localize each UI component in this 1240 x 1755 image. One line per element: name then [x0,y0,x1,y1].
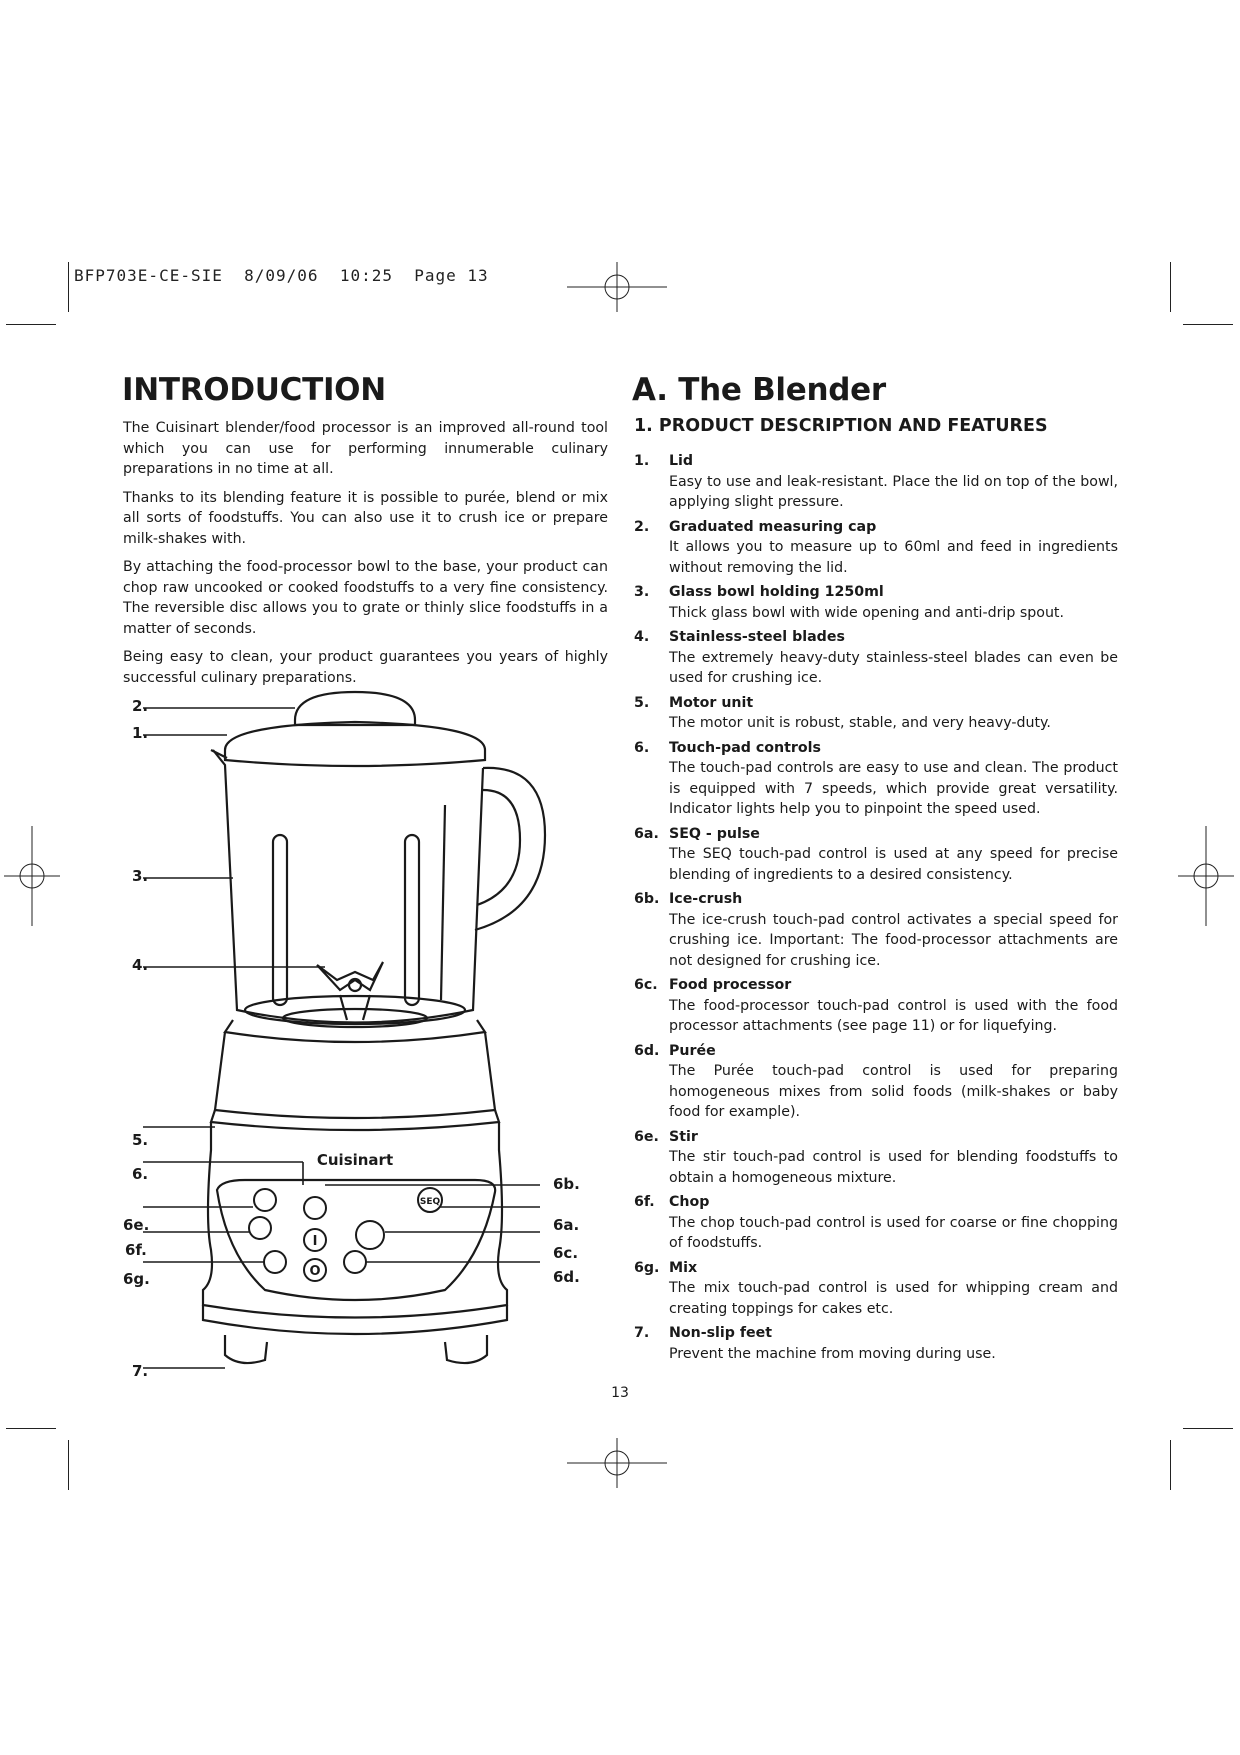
callout-6a: 6a. [553,1216,580,1234]
callout-2: 2. [132,697,149,715]
feature-number: 6d. [634,1042,660,1059]
feature-item [634,1323,1118,1364]
feature-list [634,451,1118,1368]
feature-description: The Purée touch-pad control is used for preparing homogeneous mixes from solid foods (milk-shakes or baby food for example). [669,1063,1118,1120]
callout-6d: 6d. [553,1268,580,1286]
blender-title: A. The Blender [632,372,886,408]
feature-description: The motor unit is robust, stable, and very heavy-duty. [669,715,1051,731]
feature-number: 2. [634,518,650,535]
crop-mark [68,262,69,312]
feature-description: The food-processor touch-pad control is used with the food processor attachments (see page 11) or for liquefying. [669,997,1118,1034]
feature-number: 6c. [634,977,658,993]
crop-mark [1183,1428,1233,1429]
feature-item [634,1041,1118,1123]
registration-mark [567,1438,667,1488]
feature-item [634,824,1118,886]
feature-title: Ice-crush [669,891,743,907]
feature-item [634,1192,1118,1254]
feature-title: Chop [669,1194,710,1210]
crop-mark [1183,324,1233,325]
off-button-label: O [309,1264,321,1279]
feature-title: Motor unit [669,694,754,711]
crop-mark [6,324,56,325]
feature-title: Stir [669,1128,698,1145]
crop-mark [68,1440,69,1490]
feature-number: 5. [634,694,650,711]
intro-paragraph: The Cuisinart blender/food processor is an improved all-round tool which you can use for performing innumerable culinary preparations in no time at all. [123,420,608,477]
feature-title: Glass bowl holding 1250ml [669,584,884,600]
feature-description: The chop touch-pad control is used for coarse or fine chopping of foodstuffs. [669,1214,1118,1251]
feature-title: Food processor [669,977,792,993]
feature-item [634,627,1118,689]
feature-description: The stir touch-pad control is used for blending foodstuffs to obtain a homogeneous mixture. [669,1149,1118,1186]
brand-logo: Cuisinart [316,1151,394,1169]
feature-number: 6e. [634,1128,659,1145]
on-button-label: I [312,1234,318,1249]
crop-mark [6,1428,56,1429]
blender-diagram [115,680,615,1400]
feature-description: Prevent the machine from moving during use. [669,1345,996,1362]
feature-item [634,738,1118,820]
feature-number: 6. [634,739,650,756]
feature-title: Mix [669,1259,698,1276]
feature-number: 6g. [634,1259,660,1276]
feature-number: 6b. [634,891,660,907]
feature-title: Graduated measuring cap [669,518,877,535]
feature-item [634,451,1118,513]
feature-number: 7. [634,1325,650,1341]
intro-paragraph: Being easy to clean, your product guarantees you years of highly successful culinary preparations. [123,649,608,686]
callout-7: 7. [132,1362,149,1380]
page-number: 13 [611,1385,629,1401]
feature-description: The SEQ touch-pad control is used at any speed for precise blending of ingredients to a desired consistency. [669,846,1118,883]
section-heading: 1. PRODUCT DESCRIPTION AND FEATURES [634,416,1048,436]
callout-1: 1. [132,724,149,742]
feature-description: Easy to use and leak-resistant. Place the lid on top of the bowl, applying slight pressure. [669,473,1118,510]
feature-item [634,1258,1118,1320]
feature-item [634,1127,1118,1189]
feature-item [634,582,1118,623]
callout-4: 4. [132,956,149,974]
intro-text [123,418,608,696]
callout-6g: 6g. [123,1270,150,1288]
registration-mark [567,262,667,312]
feature-number: 6f. [634,1194,655,1210]
feature-description: The touch-pad controls are easy to use and clean. The product is equipped with 7 speeds, which provide great versatility. Indicator lights help you to pinpoint the speed used. [669,760,1118,817]
feature-title: Non-slip feet [669,1325,773,1341]
feature-item [634,975,1118,1037]
print-slug: BFP703E-CE-SIE 8/09/06 10:25 Page 13 [74,266,489,285]
intro-paragraph: By attaching the food-processor bowl to the base, your product can chop raw uncooked or cooked foodstuffs to a very fine consistency. The reversible disc allows you to grate or thinly slice foodstuffs in a matter of seconds. [123,559,608,637]
crop-mark [1170,1440,1171,1490]
crop-mark [1170,262,1171,312]
callout-6c: 6c. [553,1244,579,1262]
feature-item [634,693,1118,734]
feature-number: 4. [634,629,650,645]
intro-paragraph: Thanks to its blending feature it is possible to purée, blend or mix all sorts of foodstuffs. You can also use it to crush ice or prepare milk-shakes with. [123,489,608,547]
feature-description: The mix touch-pad control is used for whipping cream and creating toppings for cakes etc. [669,1280,1118,1317]
feature-title: Lid [669,453,694,469]
feature-item [634,517,1118,579]
feature-title: Purée [669,1042,716,1059]
feature-description: The extremely heavy-duty stainless-steel blades can even be used for crushing ice. [669,649,1118,686]
feature-description: The ice-crush touch-pad control activates a special speed for crushing ice. Important: The food-processor attachments are not designed for crushing ice. [669,911,1118,969]
intro-title: INTRODUCTION [122,372,386,408]
feature-number: 6a. [634,825,659,842]
feature-number: 1. [634,453,650,469]
callout-6b: 6b. [553,1175,580,1193]
feature-description: It allows you to measure up to 60ml and feed in ingredients without removing the lid. [669,539,1118,576]
callout-3: 3. [132,867,149,885]
feature-title: Touch-pad controls [669,739,821,756]
callout-5: 5. [132,1131,149,1149]
seq-button-label: SEQ [419,1197,441,1207]
feature-number: 3. [634,584,650,600]
callout-6e: 6e. [123,1216,150,1234]
registration-mark [4,826,60,926]
feature-description: Thick glass bowl with wide opening and anti-drip spout. [669,604,1065,621]
feature-title: Stainless-steel blades [669,629,845,645]
feature-title: SEQ - pulse [669,825,760,842]
callout-6: 6. [132,1165,149,1183]
callout-6f: 6f. [125,1241,147,1259]
feature-item [634,889,1118,971]
registration-mark [1178,826,1234,926]
